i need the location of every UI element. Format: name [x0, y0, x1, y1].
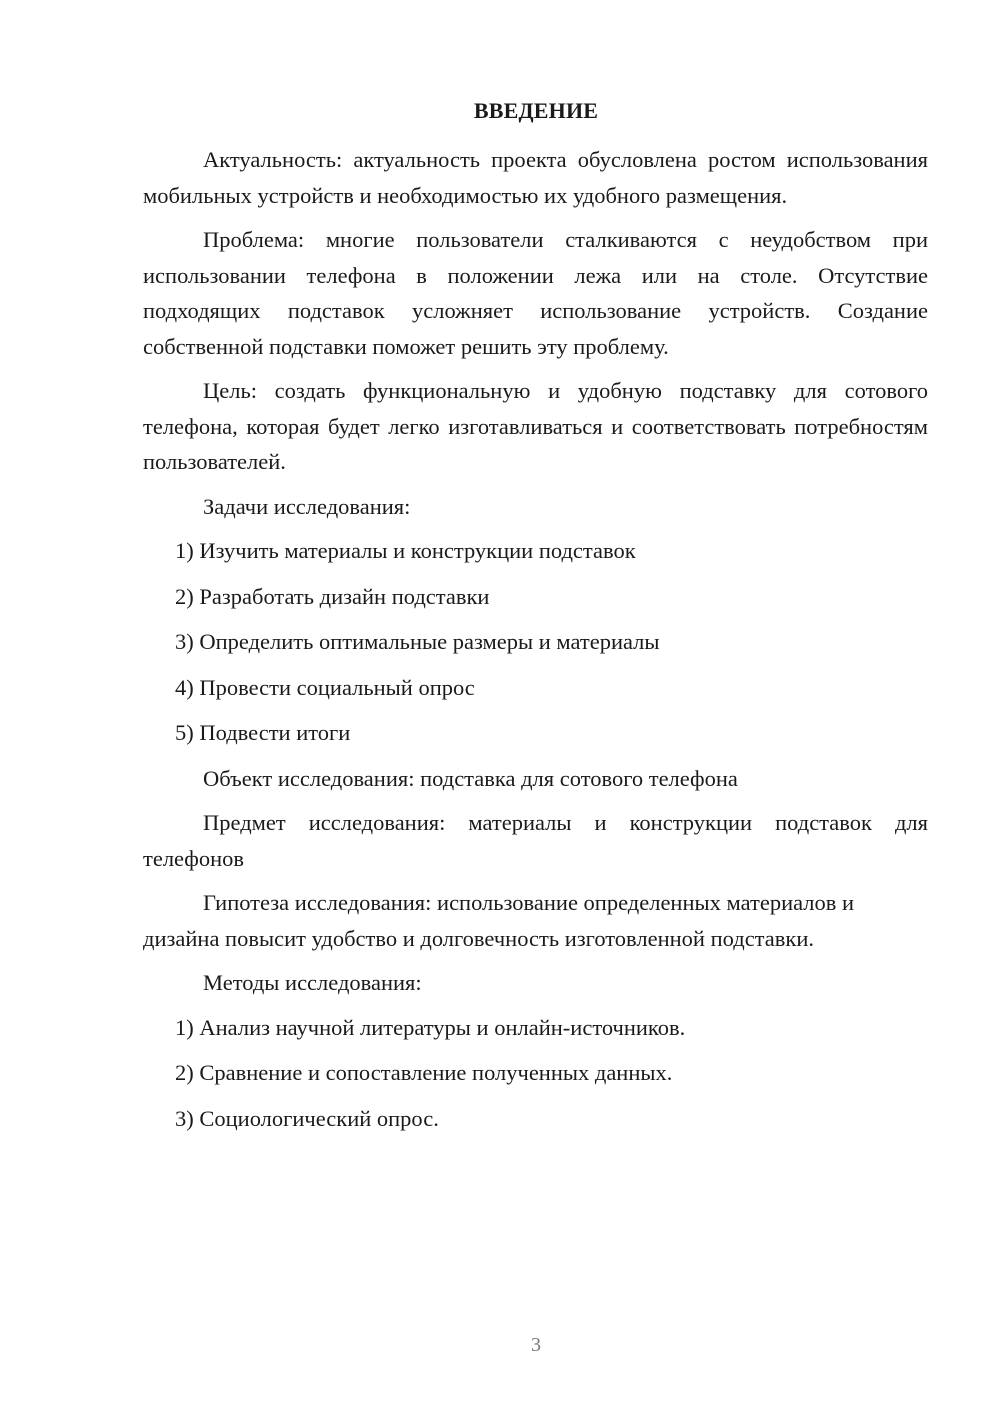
list-item: 3) Определить оптимальные размеры и материалы — [175, 629, 660, 654]
hypothesis-paragraph: Гипотеза исследования: использование определенных материалов и дизайна повысит удобство и долговечность изготовленной подставки. — [143, 890, 855, 951]
list-item: 1) Изучить материалы и конструкции подставок — [175, 538, 636, 563]
list-item: 2) Сравнение и сопоставление полученных данных. — [175, 1060, 673, 1085]
page-number: 3 — [531, 1334, 541, 1356]
subject-paragraph: Предмет исследования: материалы и конструкции подставок для телефонов — [143, 810, 928, 871]
list-item: 3) Социологический опрос. — [175, 1105, 439, 1131]
list-item: 2) Разработать дизайн подставки — [175, 583, 490, 609]
tasks-list — [143, 533, 928, 751]
methods-list — [143, 1010, 928, 1137]
problem-paragraph: Проблема: многие пользователи сталкиваются с неудобством при использовании телефона в положении лежа или на столе. Отсутствие подходящих подставок усложняет использование устройств. Создание собственной подставки поможет решить эту проблему. — [143, 227, 928, 359]
list-item: 1) Анализ научной литературы и онлайн-источников. — [175, 1014, 686, 1040]
object-paragraph: Объект исследования: подставка для сотового телефона — [203, 765, 738, 791]
list-item: 4) Провести социальный опрос — [175, 674, 475, 700]
methods-heading: Методы исследования: — [203, 970, 422, 995]
page-title: ВВЕДЕНИЕ — [473, 98, 599, 123]
relevance-paragraph: Актуальность: актуальность проекта обусловлена ростом использования мобильных устройств и необходимостью их удобного размещения. — [143, 147, 928, 208]
document-body — [143, 142, 928, 1146]
list-item: 5) Подвести итоги — [175, 720, 351, 745]
goal-paragraph: Цель: создать функциональную и удобную подставку для сотового телефона, которая будет легко изготавливаться и соответствовать потребностям пользователей. — [143, 378, 928, 474]
tasks-heading: Задачи исследования: — [203, 493, 411, 519]
